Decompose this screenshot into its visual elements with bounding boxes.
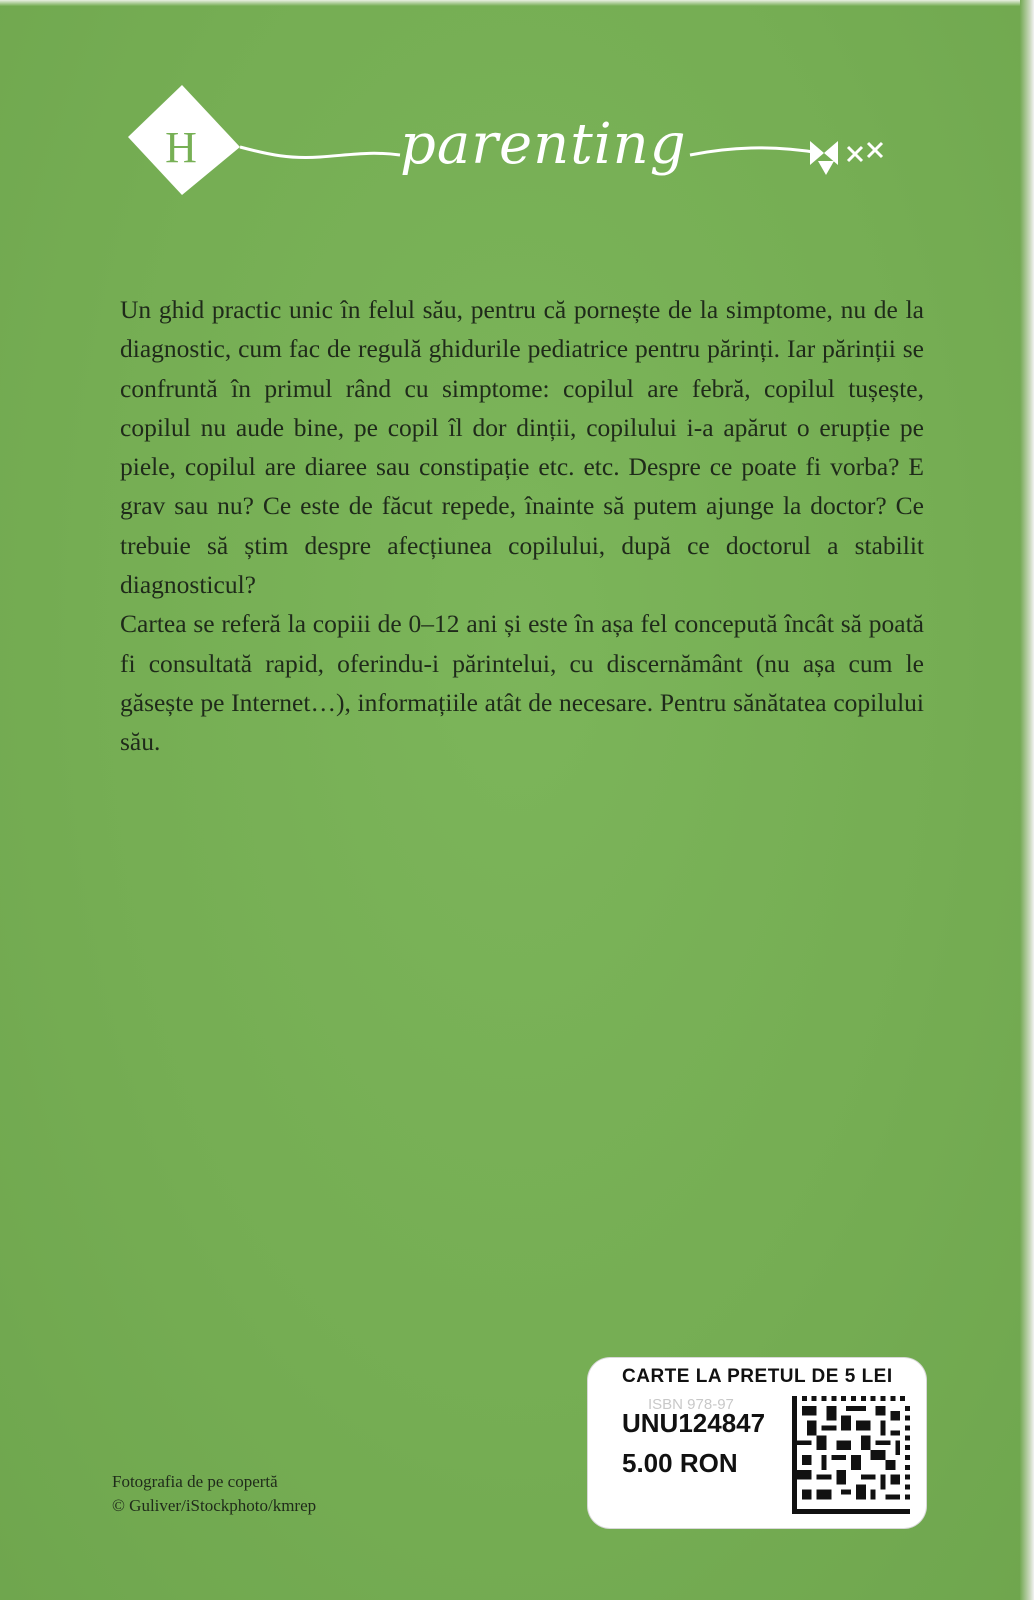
sticker-product-code: UNU124847 (622, 1408, 766, 1438)
logo-letter: H (165, 123, 197, 172)
description-paragraph-2: Cartea se referă la copiii de 0–12 ani și este în așa fel concepută încât să poată fi consultată rapid, oferindu-i părintelui, cu discernământ (nu așa cum le găsește pe Internet…), informațiile atât de necesare. Pentru sănătatea copilului său. (120, 609, 924, 757)
photo-credit-line-1: Fotografia de pe copertă (112, 1472, 278, 1491)
parenting-logo (120, 75, 920, 225)
photo-credit-line-2: © Guliver/iStockphoto/kmrep (112, 1496, 317, 1515)
isbn-barcode-ghost: ISBN 978-97 (648, 1396, 734, 1413)
book-description (120, 290, 924, 762)
description-paragraph-1: Un ghid practic unic în felul său, pentru că pornește de la simptome, nu de la diagnostic, cum fac de regulă ghidurile pediatrice pentru părinți. Iar părinții se confruntă în primul rând cu simptome: copilul are febră, copilul tușește, copilul nu aude bine, pe copil îl dor dinții, copilului i-a apărut o erupție pe piele, copilul are diaree sau constipație etc. etc. Despre ce poate fi vorba? E grav sau nu? Ce este de făcut repede, înainte să putem ajunge la doctor? Ce trebuie să știm despre afecțiunea copilului, după ce doctorul a stabilit diagnosticul? (120, 295, 924, 600)
sticker-price: 5.00 RON (622, 1448, 738, 1478)
datamatrix-code-icon (792, 1396, 910, 1514)
cover-right-edge (1020, 0, 1034, 1600)
cover-top-edge (0, 0, 1034, 6)
logo-wordmark: parenting (400, 112, 687, 177)
sticker-header: CARTE LA PRETUL DE 5 LEI (622, 1366, 893, 1387)
photo-credit (112, 1470, 316, 1518)
price-sticker (588, 1358, 926, 1528)
